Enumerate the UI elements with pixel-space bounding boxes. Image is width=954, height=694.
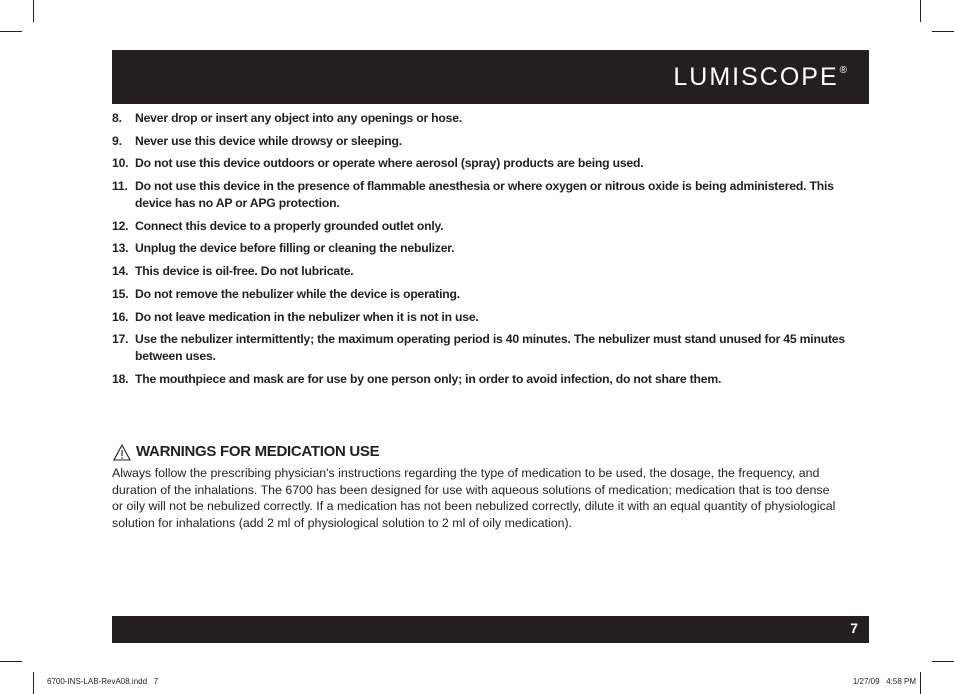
item-number: 14. xyxy=(112,264,129,279)
list-item xyxy=(112,309,862,326)
item-number: 18. xyxy=(112,371,129,386)
list-item xyxy=(112,331,862,365)
header-bar xyxy=(112,50,869,104)
item-number: 8. xyxy=(112,111,122,125)
warnings-heading xyxy=(113,442,379,462)
crop-mark xyxy=(932,661,954,662)
item-text: Connect this device to a properly grounded outlet only. xyxy=(135,218,444,233)
crop-mark xyxy=(33,672,34,694)
item-text: Do not remove the nebulizer while the device is operating. xyxy=(135,286,460,301)
page-number: 7 xyxy=(850,620,858,636)
list-item xyxy=(112,178,862,212)
list-item xyxy=(112,110,862,127)
crop-mark xyxy=(0,661,22,662)
list-item xyxy=(112,240,862,257)
item-text: Never drop or insert any object into any openings or hose. xyxy=(135,111,463,125)
warnings-body: Always follow the prescribing physician's instructions regarding the type of medication to be used, the dosage, the frequency, and duration of the inhalations. The 6700 has been designed for use with aqueous solutions of medication; medication that is too dense or oily will not be nebulized correctly. If a medication has not been nebulized correctly, dilute it with an equal quantity of physiological solution for inhalations (add 2 ml of physiological solution to 2 ml of oily medication). xyxy=(112,466,836,530)
crop-mark xyxy=(920,0,921,22)
item-text: The mouthpiece and mask are for use by one person only; in order to avoid infection, do not share them. xyxy=(135,371,722,386)
slug-file-name: 6700-INS-LAB-RevA08.indd 7 xyxy=(47,677,159,686)
warning-triangle-icon xyxy=(113,444,131,461)
item-text: Do not use this device outdoors or operate where aerosol (spray) products are being used. xyxy=(135,156,644,171)
list-item xyxy=(112,263,862,280)
item-number: 9. xyxy=(112,133,122,148)
item-number: 17. xyxy=(112,332,129,347)
item-number: 13. xyxy=(112,241,129,256)
list-item xyxy=(112,155,862,172)
list-item xyxy=(112,218,862,235)
item-number: 16. xyxy=(112,309,129,324)
item-text: Never use this device while drowsy or sleeping. xyxy=(135,133,402,148)
item-text: Do not use this device in the presence of flammable anesthesia or where oxygen or nitrous oxide is being administered. This device has no AP or APG protection. xyxy=(135,179,834,211)
crop-mark xyxy=(932,31,954,32)
instruction-list xyxy=(112,110,862,394)
logo-text: LUMISCOPE xyxy=(673,63,839,91)
item-number: 10. xyxy=(112,156,129,171)
brand-logo xyxy=(673,62,847,98)
item-text: Use the nebulizer intermittently; the maximum operating period is 40 minutes. The nebulizer must stand unused for 45 minutes between uses. xyxy=(135,332,845,364)
item-number: 15. xyxy=(112,286,129,301)
item-text: Do not leave medication in the nebulizer when it is not in use. xyxy=(135,309,479,324)
list-item xyxy=(112,286,862,303)
crop-mark xyxy=(920,672,921,694)
warnings-title: WARNINGS FOR MEDICATION USE xyxy=(136,443,380,460)
item-number: 12. xyxy=(112,218,129,233)
registered-mark: ® xyxy=(839,65,847,76)
list-item xyxy=(112,371,862,388)
slug-date-time: 1/27/09 4:58 PM xyxy=(852,677,916,686)
item-number: 11. xyxy=(112,179,128,194)
item-text: This device is oil-free. Do not lubricate. xyxy=(135,264,354,279)
crop-mark xyxy=(33,0,34,22)
item-text: Unplug the device before filling or cleaning the nebulizer. xyxy=(135,241,455,256)
crop-mark xyxy=(0,31,22,32)
footer-bar xyxy=(112,616,869,643)
list-item xyxy=(112,133,862,150)
